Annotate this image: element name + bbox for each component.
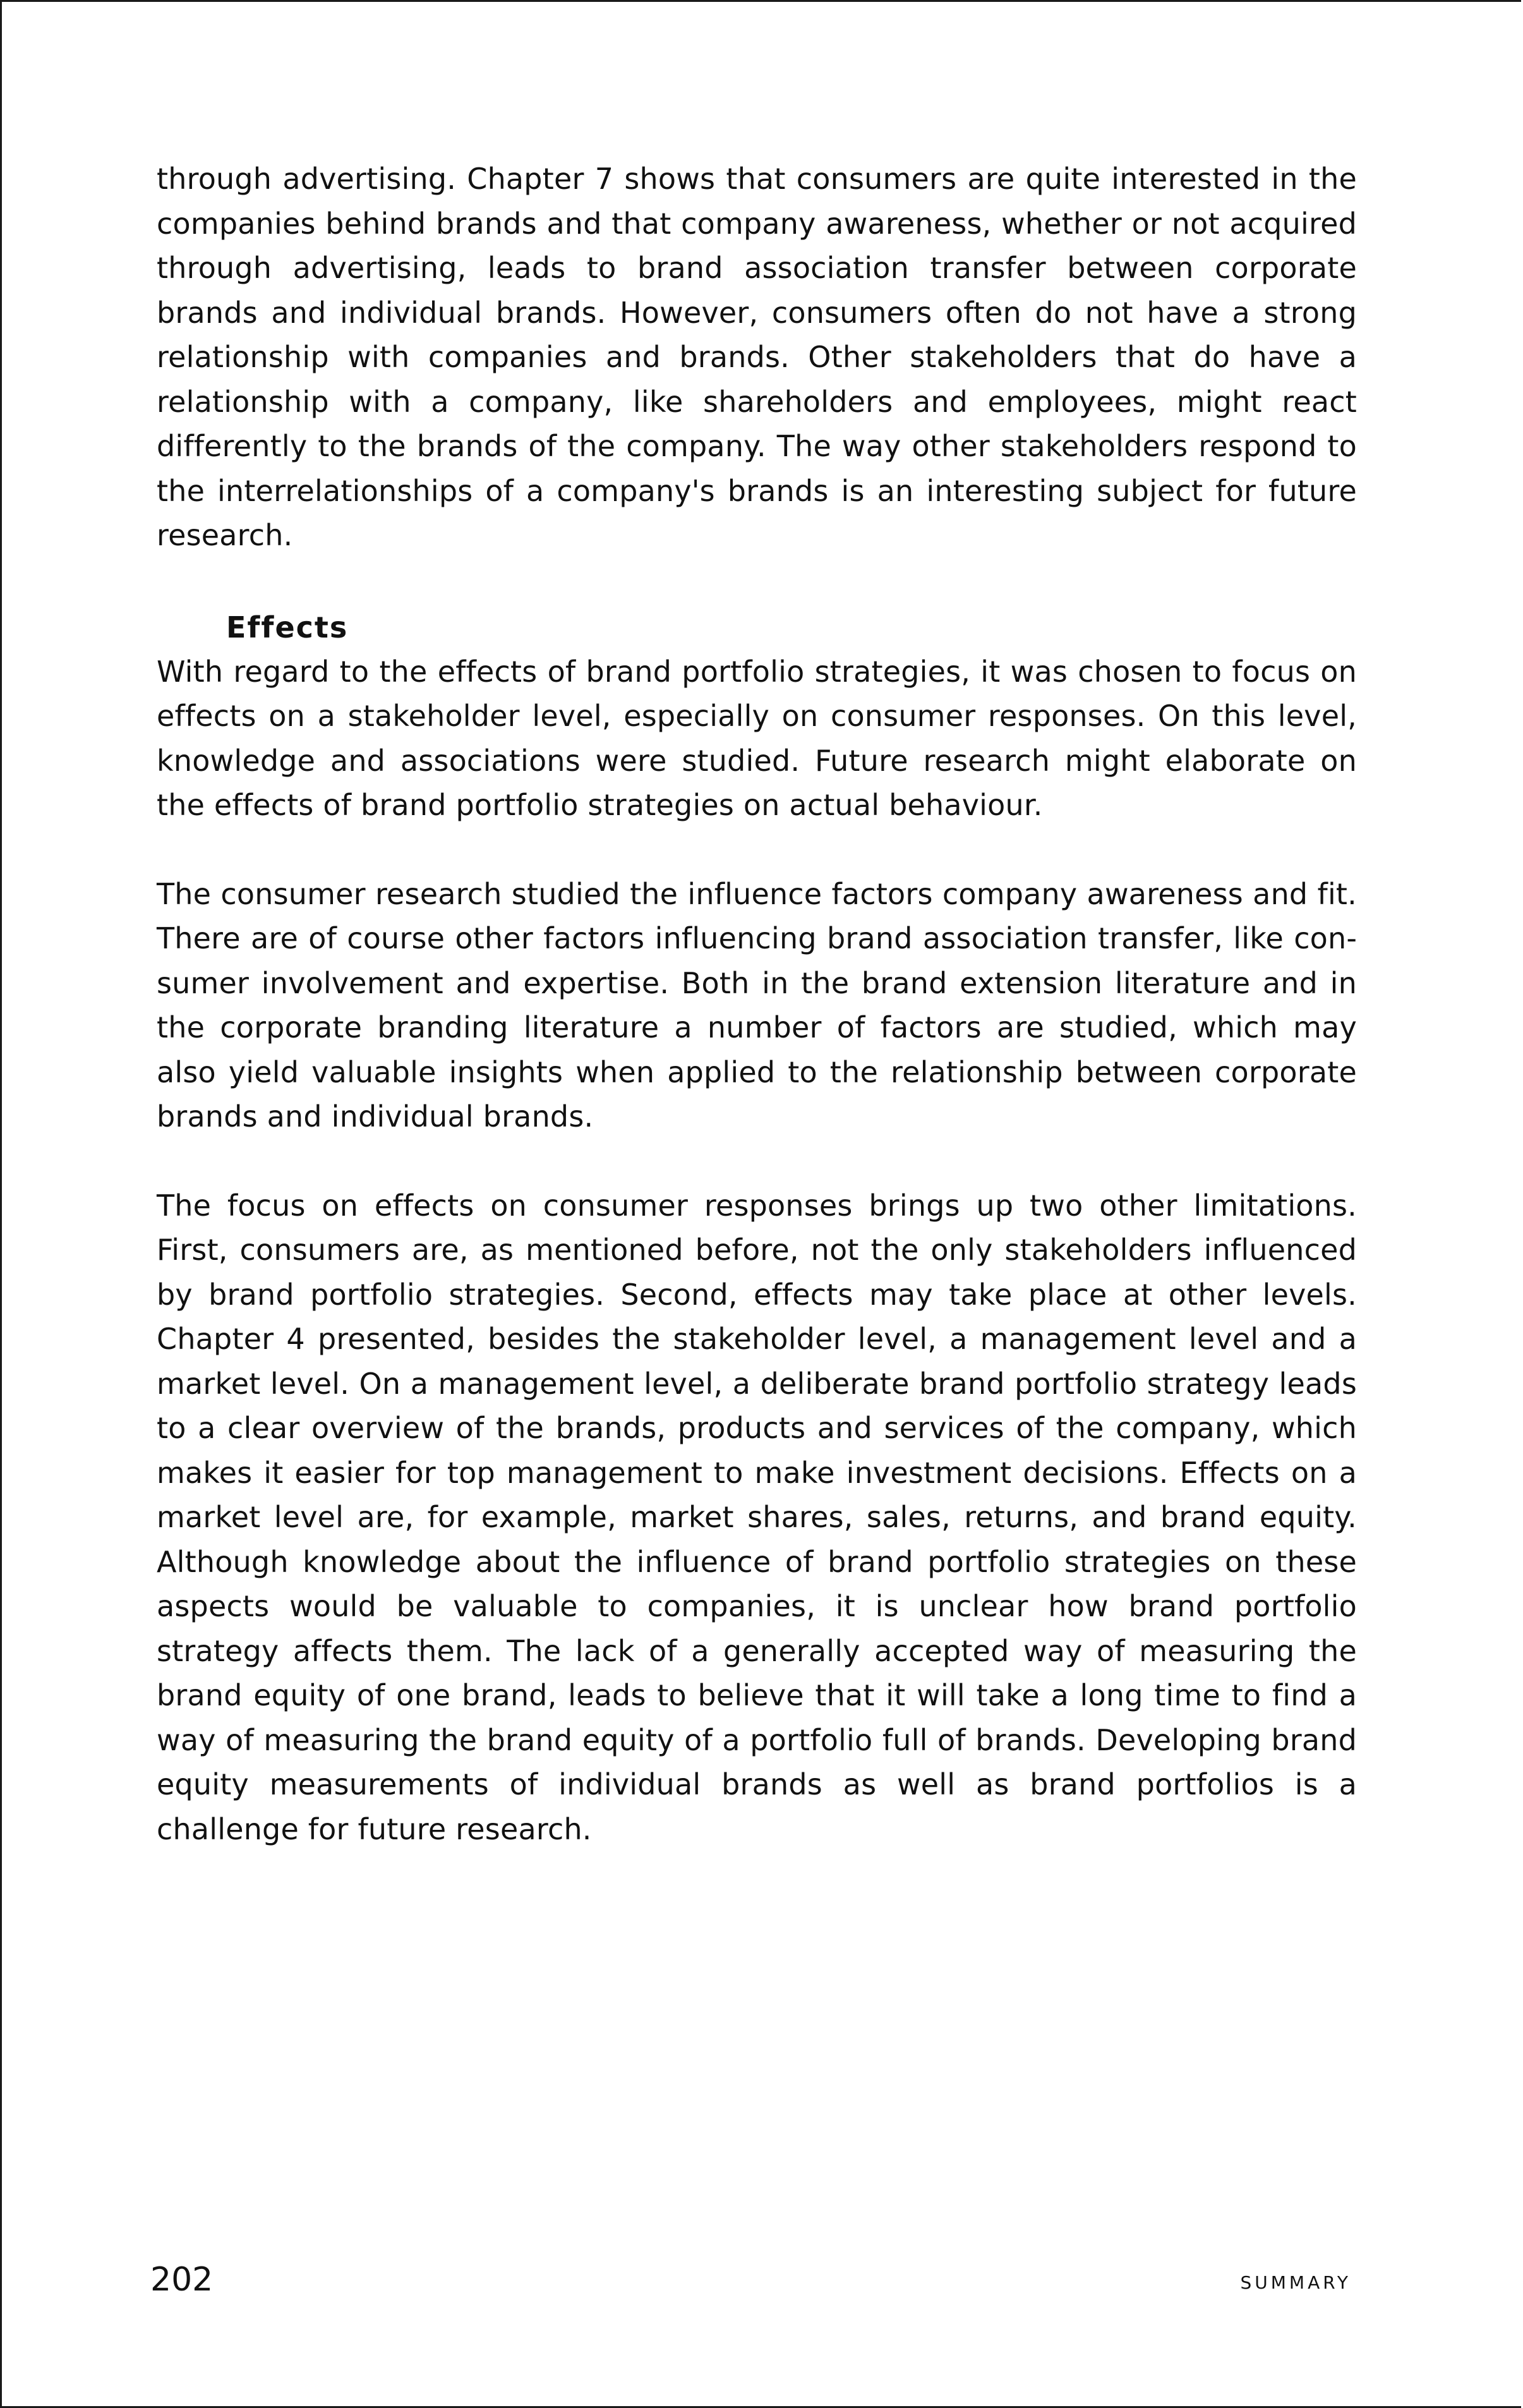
body-paragraph-1: through advertising. Chapter 7 shows that consumers are quite interested in the companies behind brands and that company awareness, whether or not acquired through advertising, leads to brand association transfer between corporate brands and individual brands. However, consumers often do not have a strong relationship with companies and brands. Other stakeholders that do have a relationship with a company, like shareholders and employees, might react differently to the brands of the company. The way other stakeholders respond to the interrelationships of a company's brands is an interesting subject for future research.: [157, 162, 1357, 552]
body-paragraph-2: With regard to the effects of brand portfolio strategies, it was chosen to focus on effects on a stakeholder level, especially on consumer responses. On this level, knowledge and associations were studied. Future research might elaborate on the effects of brand portfolio strategies on actual behaviour.: [157, 654, 1357, 822]
body-paragraph-4: The focus on effects on consumer responses brings up two other limitations. First, consumers are, as mentioned before, not the only stakeholders influenced by brand portfolio strategies. Second, effects may take place at other levels. Chapter 4 presented, besides the stakeholder level, a management level and a market level. On a management level, a deliberate brand portfolio strategy leads to a clear overview of the brands, products and services of the company, which makes it easier for top management to make investment decisions. Effects on a market level are, for example, market shares, sales, returns, and brand equity. Although knowledge about the influence of brand portfolio strategies on these aspects would be valuable to companies, it is unclear how brand portfolio strategy affects them. The lack of a generally accepted way of measuring the brand equity of one brand, leads to believe that it will take a long time to find a way of measuring the brand equity of a portfolio full of brands. Developing brand equity measurements of individual brands as well as brand portfolios is a challenge for future research.: [157, 1188, 1357, 1846]
running-footer-title: SUMMARY: [1240, 2272, 1351, 2293]
page-body: [157, 157, 1357, 1851]
section-heading-effects: Effects: [226, 610, 349, 644]
page-number: 202: [150, 2261, 214, 2299]
body-paragraph-3: The consumer research studied the influence factors company awareness and fit. There are of course other factors influencing brand association transfer, like consumer involvement and expertise. Both in the brand extension literature and in the corporate branding literature a number of factors are studied, which may also yield valuable insights when applied to the relationship between corporate brands and individual brands.: [157, 876, 1357, 1134]
